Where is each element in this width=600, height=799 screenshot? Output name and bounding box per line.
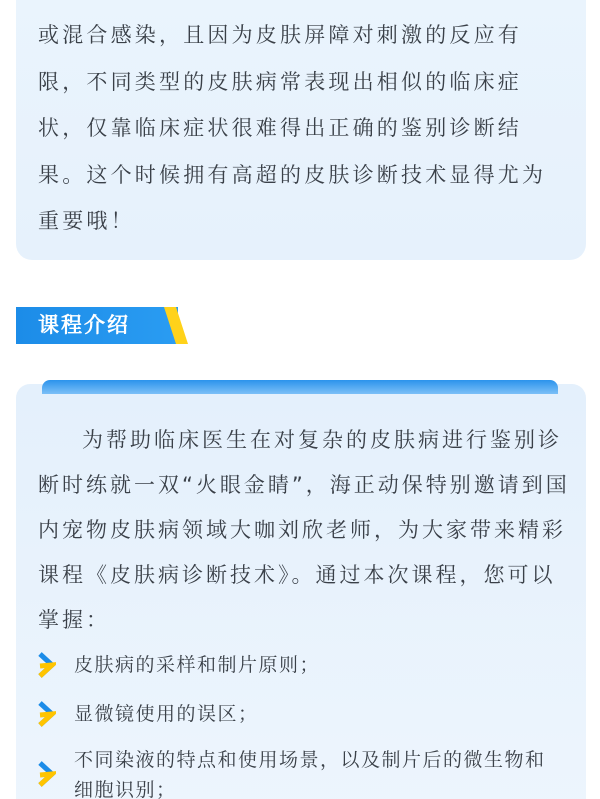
intro-paragraph: 为帮助临床医生在对复杂的皮肤病进行鉴别诊断时练就一双“火眼金睛”，海正动保特别邀请到国内宠物皮肤病领域大咖刘欣老师，为大家带来精彩课程《皮肤病诊断技术》。通过本次课程，您可以掌握：	[38, 428, 570, 632]
card-accent-bar	[42, 380, 558, 394]
section-title-bar	[16, 307, 192, 344]
list-item	[38, 699, 548, 729]
top-content-card	[16, 0, 586, 260]
bullet-text: 不同染液的特点和使用场景，以及制片后的微生物和细胞识别；	[74, 749, 546, 799]
course-intro-card	[16, 384, 586, 799]
bullet-text: 皮肤病的采样和制片原则；	[74, 654, 321, 676]
chevron-right-icon	[38, 761, 56, 787]
top-paragraph: 或混合感染，且因为皮肤屏障对刺激的反应有限，不同类型的皮肤病常表现出相似的临床症状，仅靠临床症状很难得出正确的鉴别诊断结果。这个时候拥有高超的皮肤诊断技术显得尤为重要哦！	[38, 23, 547, 233]
list-item	[38, 745, 548, 799]
chevron-right-icon	[38, 701, 56, 727]
bullet-text: 显微镜使用的误区；	[74, 703, 259, 725]
section-title-text: 课程介绍	[38, 313, 130, 337]
chevron-right-icon	[38, 652, 56, 678]
list-item	[38, 650, 548, 680]
